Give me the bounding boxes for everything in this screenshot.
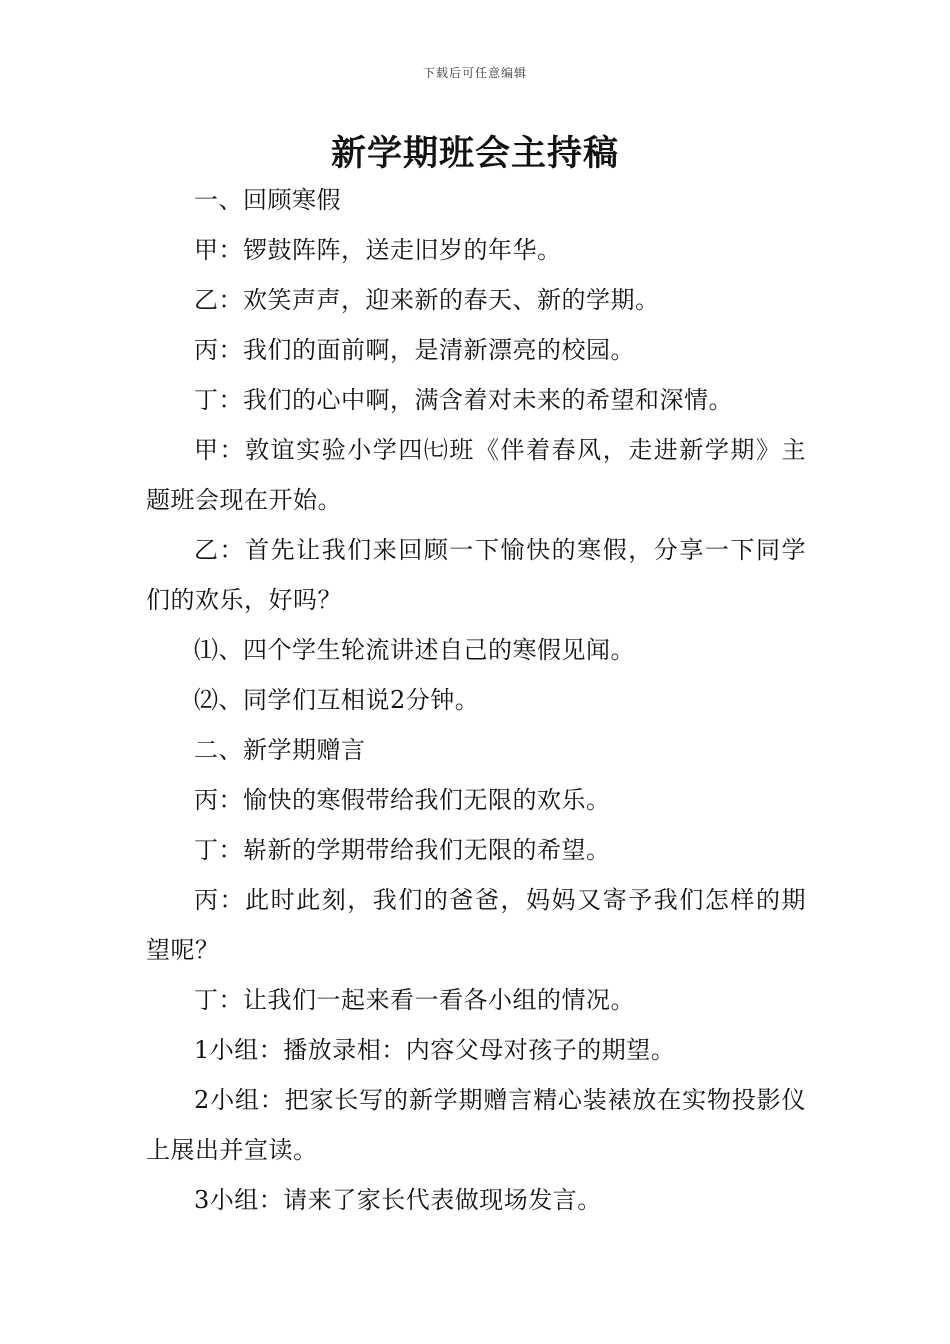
paragraph: 乙：欢笑声声，迎来新的春天、新的学期。 (194, 286, 660, 314)
paragraph: 丙：愉快的寒假带给我们无限的欢乐。 (194, 786, 611, 814)
document-body (146, 175, 806, 1225)
paragraph: 3小组：请来了家长代表做现场发言。 (194, 1186, 602, 1214)
paragraph: 丙：我们的面前啊，是清新漂亮的校园。 (194, 336, 635, 364)
paragraph: 乙：首先让我们来回顾一下愉快的寒假，分享一下同学们的欢乐，好吗？ (146, 536, 806, 614)
paragraph: 丁：我们的心中啊，满含着对未来的希望和深情。 (194, 386, 733, 414)
paragraph: 1小组：播放录相：内容父母对孩子的期望。 (194, 1036, 676, 1064)
paragraph: 2小组：把家长写的新学期赠言精心装裱放在实物投影仪上展出并宣读。 (146, 1086, 806, 1164)
paragraph: 丁：让我们一起来看一看各小组的情况。 (194, 986, 635, 1014)
paragraph: 甲：锣鼓阵阵，送走旧岁的年华。 (194, 236, 562, 264)
paragraph-section-1-heading: 一、回顾寒假 (194, 186, 341, 214)
header-note: 下载后可任意编辑 (422, 66, 527, 80)
paragraph: 丙：此时此刻，我们的爸爸，妈妈又寄予我们怎样的期望呢？ (146, 886, 806, 964)
paragraph: 丁：崭新的学期带给我们无限的希望。 (194, 836, 611, 864)
paragraph: ⑴、四个学生轮流讲述自己的寒假见闻。 (194, 636, 635, 664)
paragraph: 甲：敦谊实验小学四㈦班《伴着春风，走进新学期》主题班会现在开始。 (146, 436, 806, 514)
paragraph-section-2-heading: 二、新学期赠言 (194, 736, 366, 764)
paragraph: ⑵、同学们互相说2分钟。 (194, 686, 480, 714)
document-title: 新学期班会主持稿 (330, 134, 619, 174)
